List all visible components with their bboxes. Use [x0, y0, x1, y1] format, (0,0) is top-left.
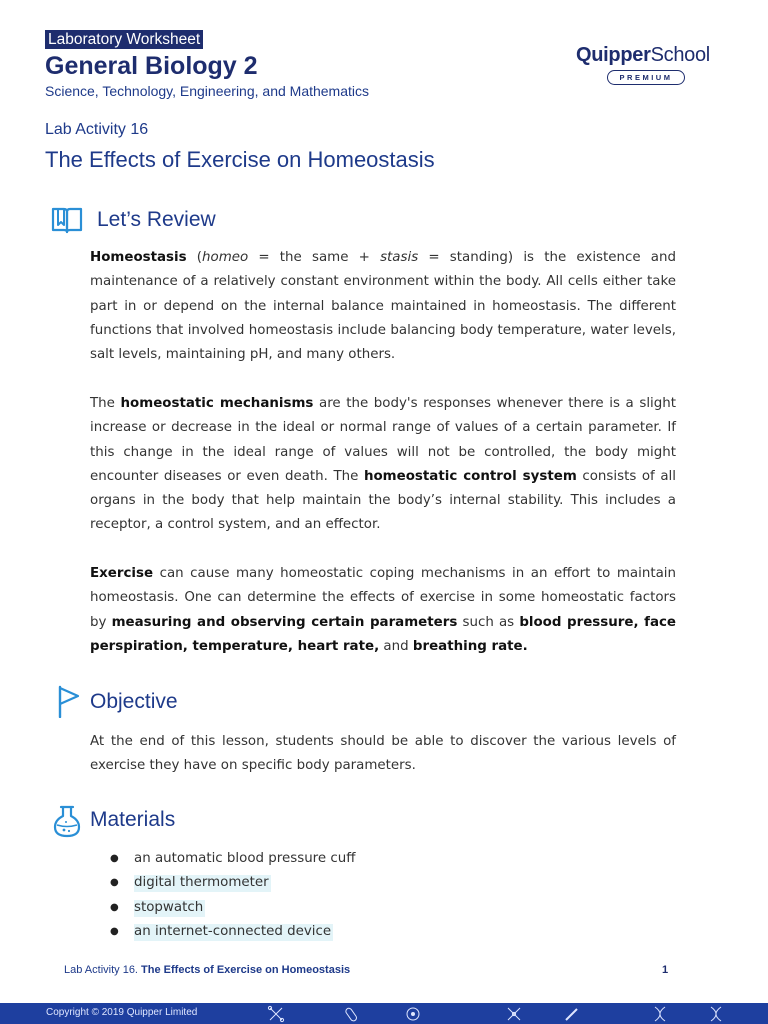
term-homeostatic-mechanisms: homeostatic mechanisms	[120, 396, 314, 411]
material-label: stopwatch	[134, 899, 204, 915]
atom-icon	[403, 1004, 423, 1024]
strand-subtitle: Science, Technology, Engineering, and Mathematics	[45, 83, 370, 99]
text-run: are the body's responses whenever there is a slight increase or decrease in the ideal or normal range of values of a certain parameter. If this change in the ideal range of values will not be controlled, the body might encounter diseases or even death. The	[90, 396, 677, 484]
mechanisms-paragraph	[90, 392, 676, 538]
footer-prefix: Lab Activity 16.	[64, 964, 142, 976]
term-control-system: homeostatic control system	[363, 468, 577, 484]
bullet-icon: ●	[110, 925, 119, 937]
flask-icon	[50, 804, 84, 838]
term-homeo: homeo	[202, 250, 249, 265]
term-breathing-rate: breathing rate.	[412, 638, 528, 654]
molecule-icon	[504, 1004, 524, 1024]
copyright-text: Copyright © 2019 Quipper Limited	[46, 1007, 198, 1018]
objective-heading: Objective	[90, 690, 178, 713]
term-parameters-list: blood pressure, face perspiration, temperature, heart rate,	[90, 614, 677, 654]
quipper-school-logo	[576, 44, 718, 85]
term-exercise: Exercise	[90, 566, 154, 581]
logo-wordmark	[576, 44, 718, 67]
text-run: such as	[457, 614, 520, 630]
test-tube-icon	[342, 1004, 362, 1024]
logo-brand-bold: Quipper	[576, 44, 651, 66]
text-run: and	[379, 638, 413, 654]
text-run: The	[90, 396, 121, 411]
text-run: = standing) is the existence and maintenance of a relatively constant environment within the body. All cells either take part in or depend on the internal balance maintained in homeostasis. The different functions that involved homeostasis include balancing body temperature, water levels, salt levels, maintaining pH, and many others.	[90, 250, 676, 363]
list-item	[110, 848, 355, 872]
logo-brand-light: School	[650, 44, 710, 66]
material-label: an automatic blood pressure cuff	[134, 851, 356, 866]
homeostasis-paragraph	[90, 246, 676, 367]
text-run: consists of all organs in the body that help maintain the body’s internal stability. This includes a receptor, a control system, and an effector.	[90, 468, 676, 533]
term-measuring: measuring and observing certain parameters	[111, 614, 458, 630]
review-heading: Let’s Review	[97, 208, 216, 231]
dna-icon	[650, 1004, 670, 1024]
materials-heading: Materials	[90, 808, 176, 831]
pipette-icon	[562, 1004, 582, 1024]
bullet-icon: ●	[110, 877, 119, 889]
list-item	[110, 872, 355, 896]
activity-title: The Effects of Exercise on Homeostasis	[45, 147, 435, 172]
material-label: digital thermometer	[134, 875, 269, 891]
objective-text: At the end of this lesson, students should be able to discover the various levels of exercise they have on specific body parameters.	[90, 734, 676, 774]
footer-activity-title: The Effects of Exercise on Homeostasis	[141, 964, 351, 976]
bullet-icon: ●	[110, 853, 119, 864]
exercise-paragraph	[90, 562, 676, 659]
list-item	[110, 921, 355, 945]
list-item	[110, 897, 355, 921]
term-homeostasis: Homeostasis	[90, 250, 187, 265]
page-number: 1	[662, 964, 669, 976]
text-run: = the same +	[248, 250, 381, 265]
material-label: an internet-connected device	[134, 923, 332, 939]
dna-icon	[706, 1004, 726, 1024]
molecule-icon	[266, 1004, 286, 1024]
materials-list	[110, 848, 355, 945]
book-icon	[50, 203, 84, 237]
bullet-icon: ●	[110, 901, 119, 913]
worksheet-type-tag: Laboratory Worksheet	[45, 30, 203, 49]
footer-activity-label	[64, 964, 350, 976]
term-stasis: stasis	[380, 250, 419, 265]
flag-icon	[52, 684, 86, 718]
activity-number: Lab Activity 16	[45, 121, 149, 138]
text-run: (	[186, 250, 203, 265]
logo-premium-badge: PREMIUM	[607, 70, 685, 85]
text-run: can cause many homeostatic coping mechanisms in an effort to maintain homeostasis. One can determine the effects of exercise in some homeostatic factors by	[90, 566, 676, 630]
course-title: General Biology 2	[45, 52, 258, 80]
bottom-bar	[0, 1003, 768, 1024]
